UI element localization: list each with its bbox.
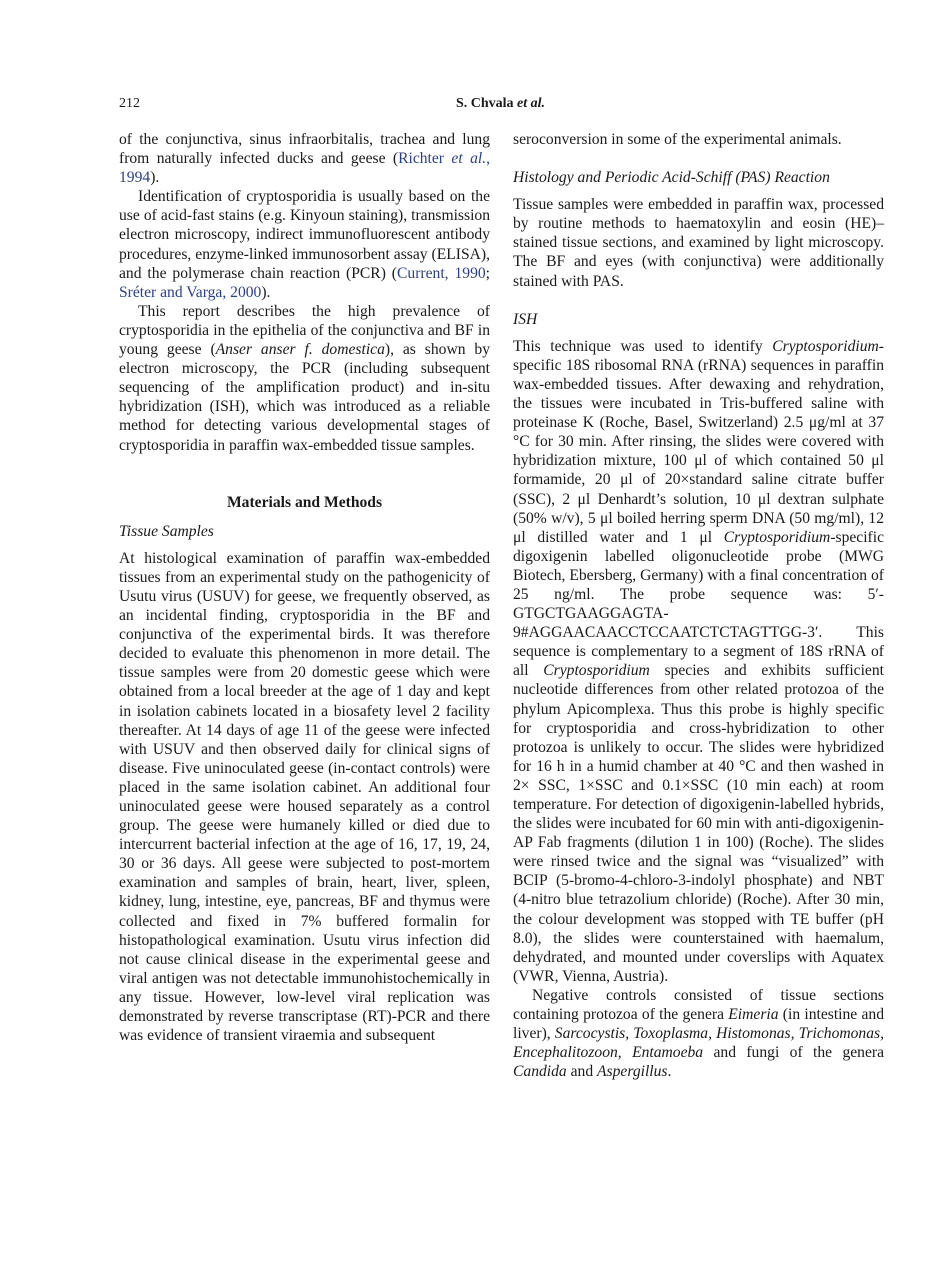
subsection-heading: ISH bbox=[513, 310, 538, 328]
paragraph bbox=[119, 187, 490, 302]
text-run: Negative controls consisted of tissue sections containing protozoa of the genera bbox=[513, 986, 884, 1024]
paragraph bbox=[513, 986, 884, 1081]
citation-link-sreter[interactable]: Sréter and Varga, 2000 bbox=[119, 283, 262, 301]
text-run: ; bbox=[485, 264, 491, 282]
paragraph bbox=[119, 130, 490, 187]
text-run: This technique was used to identify bbox=[513, 337, 773, 355]
subsection-heading: Tissue Samples bbox=[119, 522, 214, 540]
paragraph: Tissue samples were embedded in paraffin wax, processed by routine methods to haematoxylin and eosin (HE)–stained tissue sections, and examined by light microscopy. The BF and eyes (with conjunctiva) were additionally stained with PAS. bbox=[513, 196, 884, 290]
section-heading: Materials and Methods bbox=[226, 493, 383, 511]
citation-year: , 1994 bbox=[119, 150, 490, 187]
running-head bbox=[119, 96, 882, 112]
genus-name: Cryptosporidium bbox=[723, 528, 831, 546]
text-run: of the conjunctiva, sinus infraorbitalis, trachea and lung from naturally infected ducks and geese ( bbox=[119, 131, 490, 168]
text-run: and bbox=[566, 1063, 598, 1081]
text-run: Identification of cryptosporidia is usually based on the use of acid-fast stains (e.g. Kinyoun staining), transmission electron microscopy, indirect immunofluorescent antibody procedures, enzyme-linked immunosorbent assay (ELISA), and the polymerase chain reaction (PCR) ( bbox=[119, 188, 490, 282]
left-column bbox=[119, 130, 490, 1045]
paragraph: At histological examination of paraffin wax-embedded tissues from an experimental study on the pathogenicity of Usutu virus (USUV) for geese, we frequently observed, as an incidental finding, cryptosporidia in the BF and conjunctiva of the experimental birds. It was therefore decided to evaluate this phenomenon in more detail. The tissue samples were from 20 domestic geese which were obtained from a local breeder at the age of 1 day and kept in isolation cabinets located in a biosafety level 2 facility thereafter. At 14 days of age 11 of the geese were infected with USUV and then observed daily for clinical signs of disease. Five uninoculated geese (in-contact controls) were placed in the same isolation cabinet. An additional four uninoculated geese were housed separately as a control group. The geese were humanely killed or died due to intercurrent bacterial infection at the age of 16, 17, 19, 24, 30 or 36 days. All geese were subjected to post-mortem examination and samples of brain, heart, liver, spleen, kidney, lung, intestine, eye, pancreas, BF and thymus were collected and fixed in 7% buffered formalin for histopathological examination. Usutu virus infection did not cause clinical disease in the experimental geese and viral antigen was not detectable immunohistochemically in any tissue. However, low-level viral replication was demonstrated by reverse transcriptase (RT)-PCR and there was evidence of transient viraemia and subsequent bbox=[119, 549, 490, 1045]
species-name: Anser anser f. domestica bbox=[215, 341, 385, 359]
citation-link-current[interactable]: Current, 1990 bbox=[397, 264, 486, 282]
genus-name: Aspergillus bbox=[597, 1063, 668, 1081]
text-run: . bbox=[667, 1063, 672, 1081]
text-run: and fungi of the genera bbox=[703, 1044, 884, 1062]
page-header bbox=[119, 96, 882, 116]
page-number: 212 bbox=[119, 96, 140, 111]
text-run: ), as shown by electron microscopy, the PCR (including subsequent sequencing of the amplification product) and in-situ hybridization (ISH), which was introduced as a reliable method for detecting various developmental stages of cryptosporidia in paraffin wax-embedded tissue samples. bbox=[119, 341, 491, 454]
text-run: -specific 18S ribosomal RNA (rRNA) sequences in paraffin wax-embedded tissues. After dewaxing and rehydration, the tissues were incubated in Tris-buffered saline with proteinase K (Roche, Basel, Switzerland) 2.5 μg/ml at 37 °C for 30 min. After rinsing, the slides were covered with hybridization mixture, 100 μl of which contained 50 μl formamide, 20 μl of 20×standard saline citrate buffer (SSC), 2 μl Denhardt’s solution, 10 μl dextran sulphate (50% w/v), 5 μl boiled herring sperm DNA (50 mg/ml), 12 μl distilled water and 1 μl bbox=[513, 337, 884, 546]
text-run: -specific digoxigenin labelled oligonucleotide probe (MWG Biotech, Ebersberg, Germany) with a final concentration of 25 ng/ml. The probe sequence was: 5′-GTGCTGAAGGAGTA-9#AGGAACAACCTCCAATCTCTAGTTGG-3′. This sequence is complementary to a segment of 18S rRNA of all bbox=[513, 528, 884, 680]
genus-list: Sarcocystis, Toxoplasma, Histomonas, Trichomonas, Encephalitozoon, Entamoeba bbox=[513, 1025, 884, 1062]
genus-name: Cryptosporidium bbox=[543, 662, 650, 680]
genus-name: Cryptosporidium bbox=[772, 337, 879, 355]
running-head-etal: et al. bbox=[517, 96, 546, 111]
subsection-heading: Histology and Periodic Acid-Schiff (PAS) Reaction bbox=[513, 169, 830, 187]
text-run: This report describes the high prevalence of cryptosporidia in the epithelia of the conjunctiva and BF in young geese ( bbox=[119, 302, 490, 359]
paragraph bbox=[119, 302, 490, 455]
paragraph bbox=[513, 337, 884, 986]
citation-author: Richter bbox=[398, 150, 452, 168]
text-run: ). bbox=[261, 283, 271, 301]
text-run: (in intestine and liver), bbox=[513, 1006, 884, 1043]
genus-name: Candida bbox=[513, 1063, 567, 1081]
citation-etal: et al. bbox=[451, 150, 487, 168]
text-run: ). bbox=[150, 169, 160, 187]
genus-name: Eimeria bbox=[728, 1006, 779, 1024]
running-head-author: S. Chvala bbox=[455, 96, 518, 111]
text-run: species and exhibits sufficient nucleotide differences from other related protozoa of the phylum Apicomplexa. Thus this probe is highly specific for cryptosporidia and cross-hybridization to other protozoa is unlikely to occur. The slides were hybridized for 16 h in a humid chamber at 40 °C and then washed in 2× SSC, 1×SSC and 0.1×SSC (10 min each) at room temperature. For detection of digoxigenin-labelled hybrids, the slides were incubated for 60 min with anti-digoxigenin-AP Fab fragments (dilution 1 in 100) (Roche). The slides were rinsed twice and the signal was “visualized” with BCIP (5-bromo-4-chloro-3-indolyl phosphate) and NBT (4-nitro blue tetrazolium chloride) (Roche). After 30 min, the colour development was stopped with TE buffer (pH 8.0), the slides were counterstained with haemalum, dehydrated, and mounted under coverslips with Aquatex (VWR, Vienna, Austria). bbox=[513, 662, 884, 985]
paragraph: seroconversion in some of the experimental animals. bbox=[513, 131, 842, 148]
right-column bbox=[513, 130, 884, 1081]
